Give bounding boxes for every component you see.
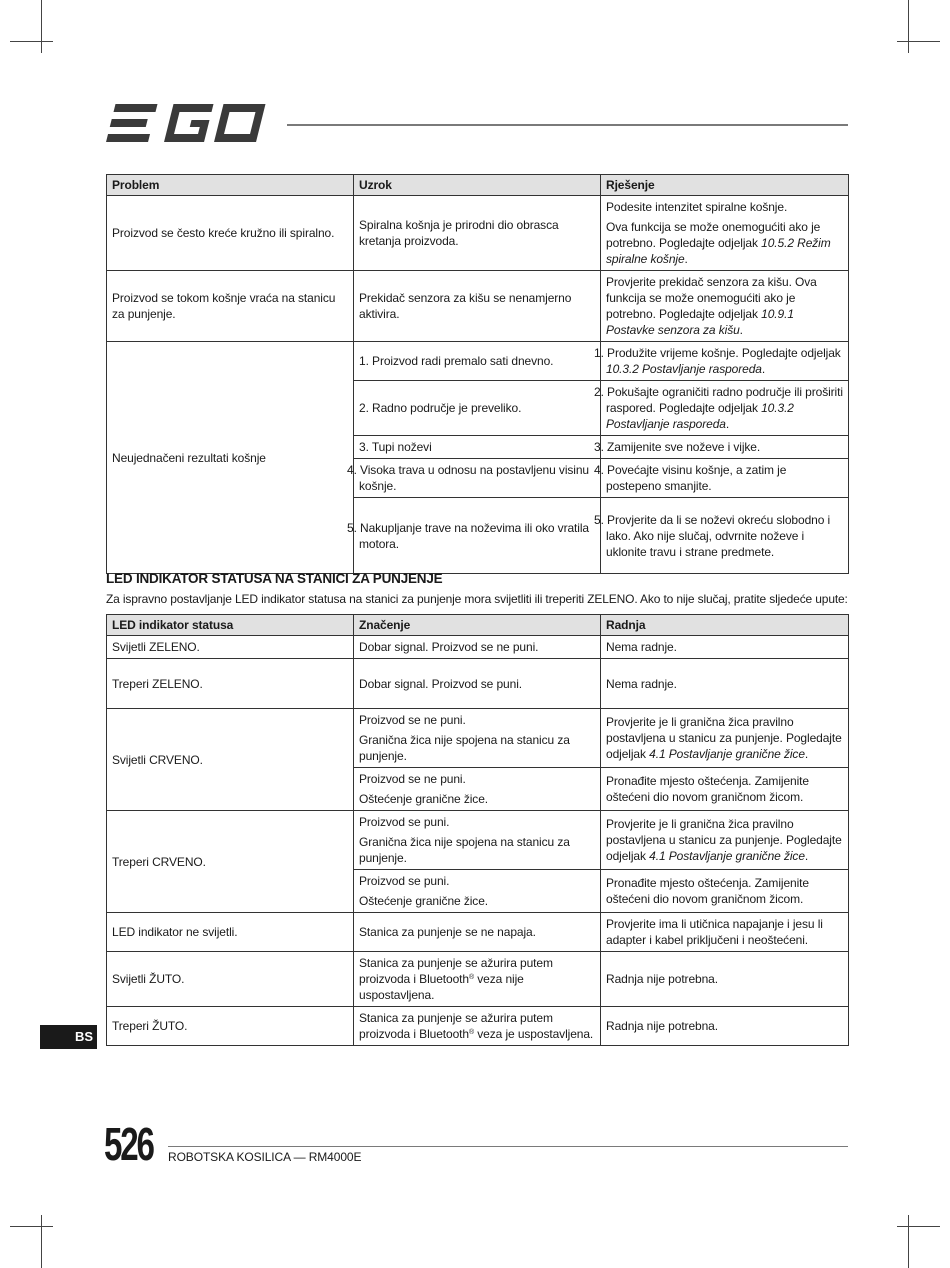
- table-row: [107, 659, 849, 709]
- cause-cell: Prekidač senzora za kišu se nenamjerno aktivira.: [354, 271, 601, 342]
- table-row: [107, 913, 849, 952]
- ego-logo: [106, 102, 278, 144]
- section-title: LED INDIKATOR STATUSA NA STANICI ZA PUNJENJE: [106, 571, 443, 586]
- cause-cell: Spiralna košnja je prirodni dio obrasca kretanja proizvoda.: [354, 196, 601, 271]
- meaning-text: Proizvod se ne puni.: [359, 772, 466, 786]
- meaning-text: Granična žica nije spojena na stanicu za punjenje.: [359, 835, 570, 865]
- status-cell: Treperi CRVENO.: [107, 811, 354, 913]
- cause-cell: 3. Tupi noževi: [354, 436, 601, 459]
- meaning-text: Proizvod se puni.: [359, 815, 450, 829]
- meaning-text: Proizvod se puni.: [359, 874, 450, 888]
- section-intro: Za ispravno postavljanje LED indikator statusa na stanici za punjenje mora svijetliti ili treperiti ZELENO. Ako to nije slučaj, pratite sljedeće upute:: [106, 592, 848, 606]
- meaning-cell: [354, 811, 601, 870]
- meaning-cell: [354, 768, 601, 811]
- table-row: [107, 342, 849, 381]
- table-row: [107, 196, 849, 271]
- status-cell: Treperi ŽUTO.: [107, 1007, 354, 1046]
- crop-mark: [10, 41, 53, 42]
- table-header-row: [107, 175, 849, 196]
- meaning-text: Proizvod se ne puni.: [359, 713, 466, 727]
- action-cell: Provjerite je li granična žica pravilno postavljena u stanicu za punjenje. Pogledajte odjeljak 4.1 Postavljanje granične žice.: [601, 811, 849, 870]
- solution-cell: 1. Produžite vrijeme košnje. Pogledajte odjeljak 10.3.2 Postavljanje rasporeda.: [601, 342, 849, 381]
- action-cell: Nema radnje.: [601, 659, 849, 709]
- table-row: [107, 811, 849, 870]
- meaning-cell: Dobar signal. Proizvod se puni.: [354, 659, 601, 709]
- meaning-cell: [354, 709, 601, 768]
- table-row: [107, 271, 849, 342]
- action-cell: Radnja nije potrebna.: [601, 952, 849, 1007]
- table-row: [107, 709, 849, 768]
- meaning-text: Oštećenje granične žice.: [359, 792, 489, 806]
- section-reference: 4.1 Postavljanje granične žice: [649, 747, 805, 761]
- footer-title: ROBOTSKA KOSILICA — RM4000E: [168, 1150, 362, 1164]
- meaning-text: Granična žica nije spojena na stanicu za punjenje.: [359, 733, 570, 763]
- column-header: Rješenje: [601, 175, 849, 196]
- solution-cell: 2. Pokušajte ograničiti radno područje ili proširiti raspored. Pogledajte odjeljak 10.3.2 Postavljanje rasporeda.: [601, 381, 849, 436]
- section-reference: 10.5.2 Režim spiralne košnje: [606, 236, 831, 266]
- troubleshooting-table: [106, 174, 849, 574]
- section-reference: 10.3.2 Postavljanje rasporeda: [606, 362, 762, 376]
- table-row: [107, 636, 849, 659]
- crop-mark: [897, 41, 940, 42]
- language-tab: BS: [40, 1025, 97, 1049]
- crop-mark: [10, 1226, 53, 1227]
- meaning-text: Oštećenje granične žice.: [359, 894, 489, 908]
- column-header: Značenje: [354, 615, 601, 636]
- solution-text: Ova funkcija se može onemogućiti ako je potrebno. Pogledajte odjeljak 10.5.2 Režim spiralne košnje.: [606, 220, 831, 266]
- meaning-cell: Stanica za punjenje se ne napaja.: [354, 913, 601, 952]
- crop-mark: [897, 1226, 940, 1227]
- status-cell: Svijetli ZELENO.: [107, 636, 354, 659]
- meaning-cell: Dobar signal. Proizvod se ne puni.: [354, 636, 601, 659]
- table-row: [107, 952, 849, 1007]
- action-cell: Nema radnje.: [601, 636, 849, 659]
- solution-cell: 4. Povećajte visinu košnje, a zatim je postepeno smanjite.: [601, 459, 849, 498]
- status-cell: Svijetli CRVENO.: [107, 709, 354, 811]
- column-header: Uzrok: [354, 175, 601, 196]
- status-cell: Treperi ZELENO.: [107, 659, 354, 709]
- problem-cell: Proizvod se često kreće kružno ili spiralno.: [107, 196, 354, 271]
- action-cell: Pronađite mjesto oštećenja. Zamijenite oštećeni dio novom graničnom žicom.: [601, 768, 849, 811]
- crop-mark: [41, 1215, 42, 1268]
- section-reference: 10.3.2 Postavljanje rasporeda: [606, 401, 794, 431]
- section-reference: 4.1 Postavljanje granične žice: [649, 849, 805, 863]
- footer-rule: [168, 1146, 848, 1147]
- header-rule: [287, 124, 848, 126]
- problem-cell: Proizvod se tokom košnje vraća na stanicu za punjenje.: [107, 271, 354, 342]
- action-cell: Radnja nije potrebna.: [601, 1007, 849, 1046]
- meaning-cell: [354, 870, 601, 913]
- cause-cell: 4. Visoka trava u odnosu na postavljenu visinu košnje.: [354, 459, 601, 498]
- status-cell: LED indikator ne svijetli.: [107, 913, 354, 952]
- crop-mark: [908, 1215, 909, 1268]
- column-header: LED indikator statusa: [107, 615, 354, 636]
- led-status-table: [106, 614, 849, 1046]
- solution-cell: [601, 196, 849, 271]
- section-reference: 10.9.1 Postavke senzora za kišu: [606, 307, 794, 337]
- action-cell: Pronađite mjesto oštećenja. Zamijenite oštećeni dio novom graničnom žicom.: [601, 870, 849, 913]
- status-cell: Svijetli ŽUTO.: [107, 952, 354, 1007]
- table-row: [107, 1007, 849, 1046]
- cause-cell: 1. Proizvod radi premalo sati dnevno.: [354, 342, 601, 381]
- problem-cell: Neujednačeni rezultati košnje: [107, 342, 354, 574]
- solution-cell: 5. Provjerite da li se noževi okreću slobodno i lako. Ako nije slučaj, odvrnite noževe i uklonite travu i strane predmete.: [601, 498, 849, 574]
- crop-mark: [41, 0, 42, 53]
- crop-mark: [908, 0, 909, 53]
- meaning-cell: Stanica za punjenje se ažurira putem proizvoda i Bluetooth® veza je uspostavljena.: [354, 1007, 601, 1046]
- cause-cell: 5. Nakupljanje trave na noževima ili oko vratila motora.: [354, 498, 601, 574]
- column-header: Problem: [107, 175, 354, 196]
- table-header-row: [107, 615, 849, 636]
- cause-cell: 2. Radno područje je preveliko.: [354, 381, 601, 436]
- solution-cell: Provjerite prekidač senzora za kišu. Ova funkcija se može onemogućiti ako je potrebno. Pogledajte odjeljak 10.9.1 Postavke senzora za kišu.: [601, 271, 849, 342]
- action-cell: Provjerite je li granična žica pravilno postavljena u stanicu za punjenje. Pogledajte odjeljak 4.1 Postavljanje granične žice.: [601, 709, 849, 768]
- solution-text: Podesite intenzitet spiralne košnje.: [606, 200, 788, 214]
- column-header: Radnja: [601, 615, 849, 636]
- page-number: 526: [104, 1118, 153, 1170]
- action-cell: Provjerite ima li utičnica napajanje i jesu li adapter i kabel priključeni i neoštećeni.: [601, 913, 849, 952]
- solution-cell: 3. Zamijenite sve noževe i vijke.: [601, 436, 849, 459]
- meaning-cell: Stanica za punjenje se ažurira putem proizvoda i Bluetooth® veza nije uspostavljena.: [354, 952, 601, 1007]
